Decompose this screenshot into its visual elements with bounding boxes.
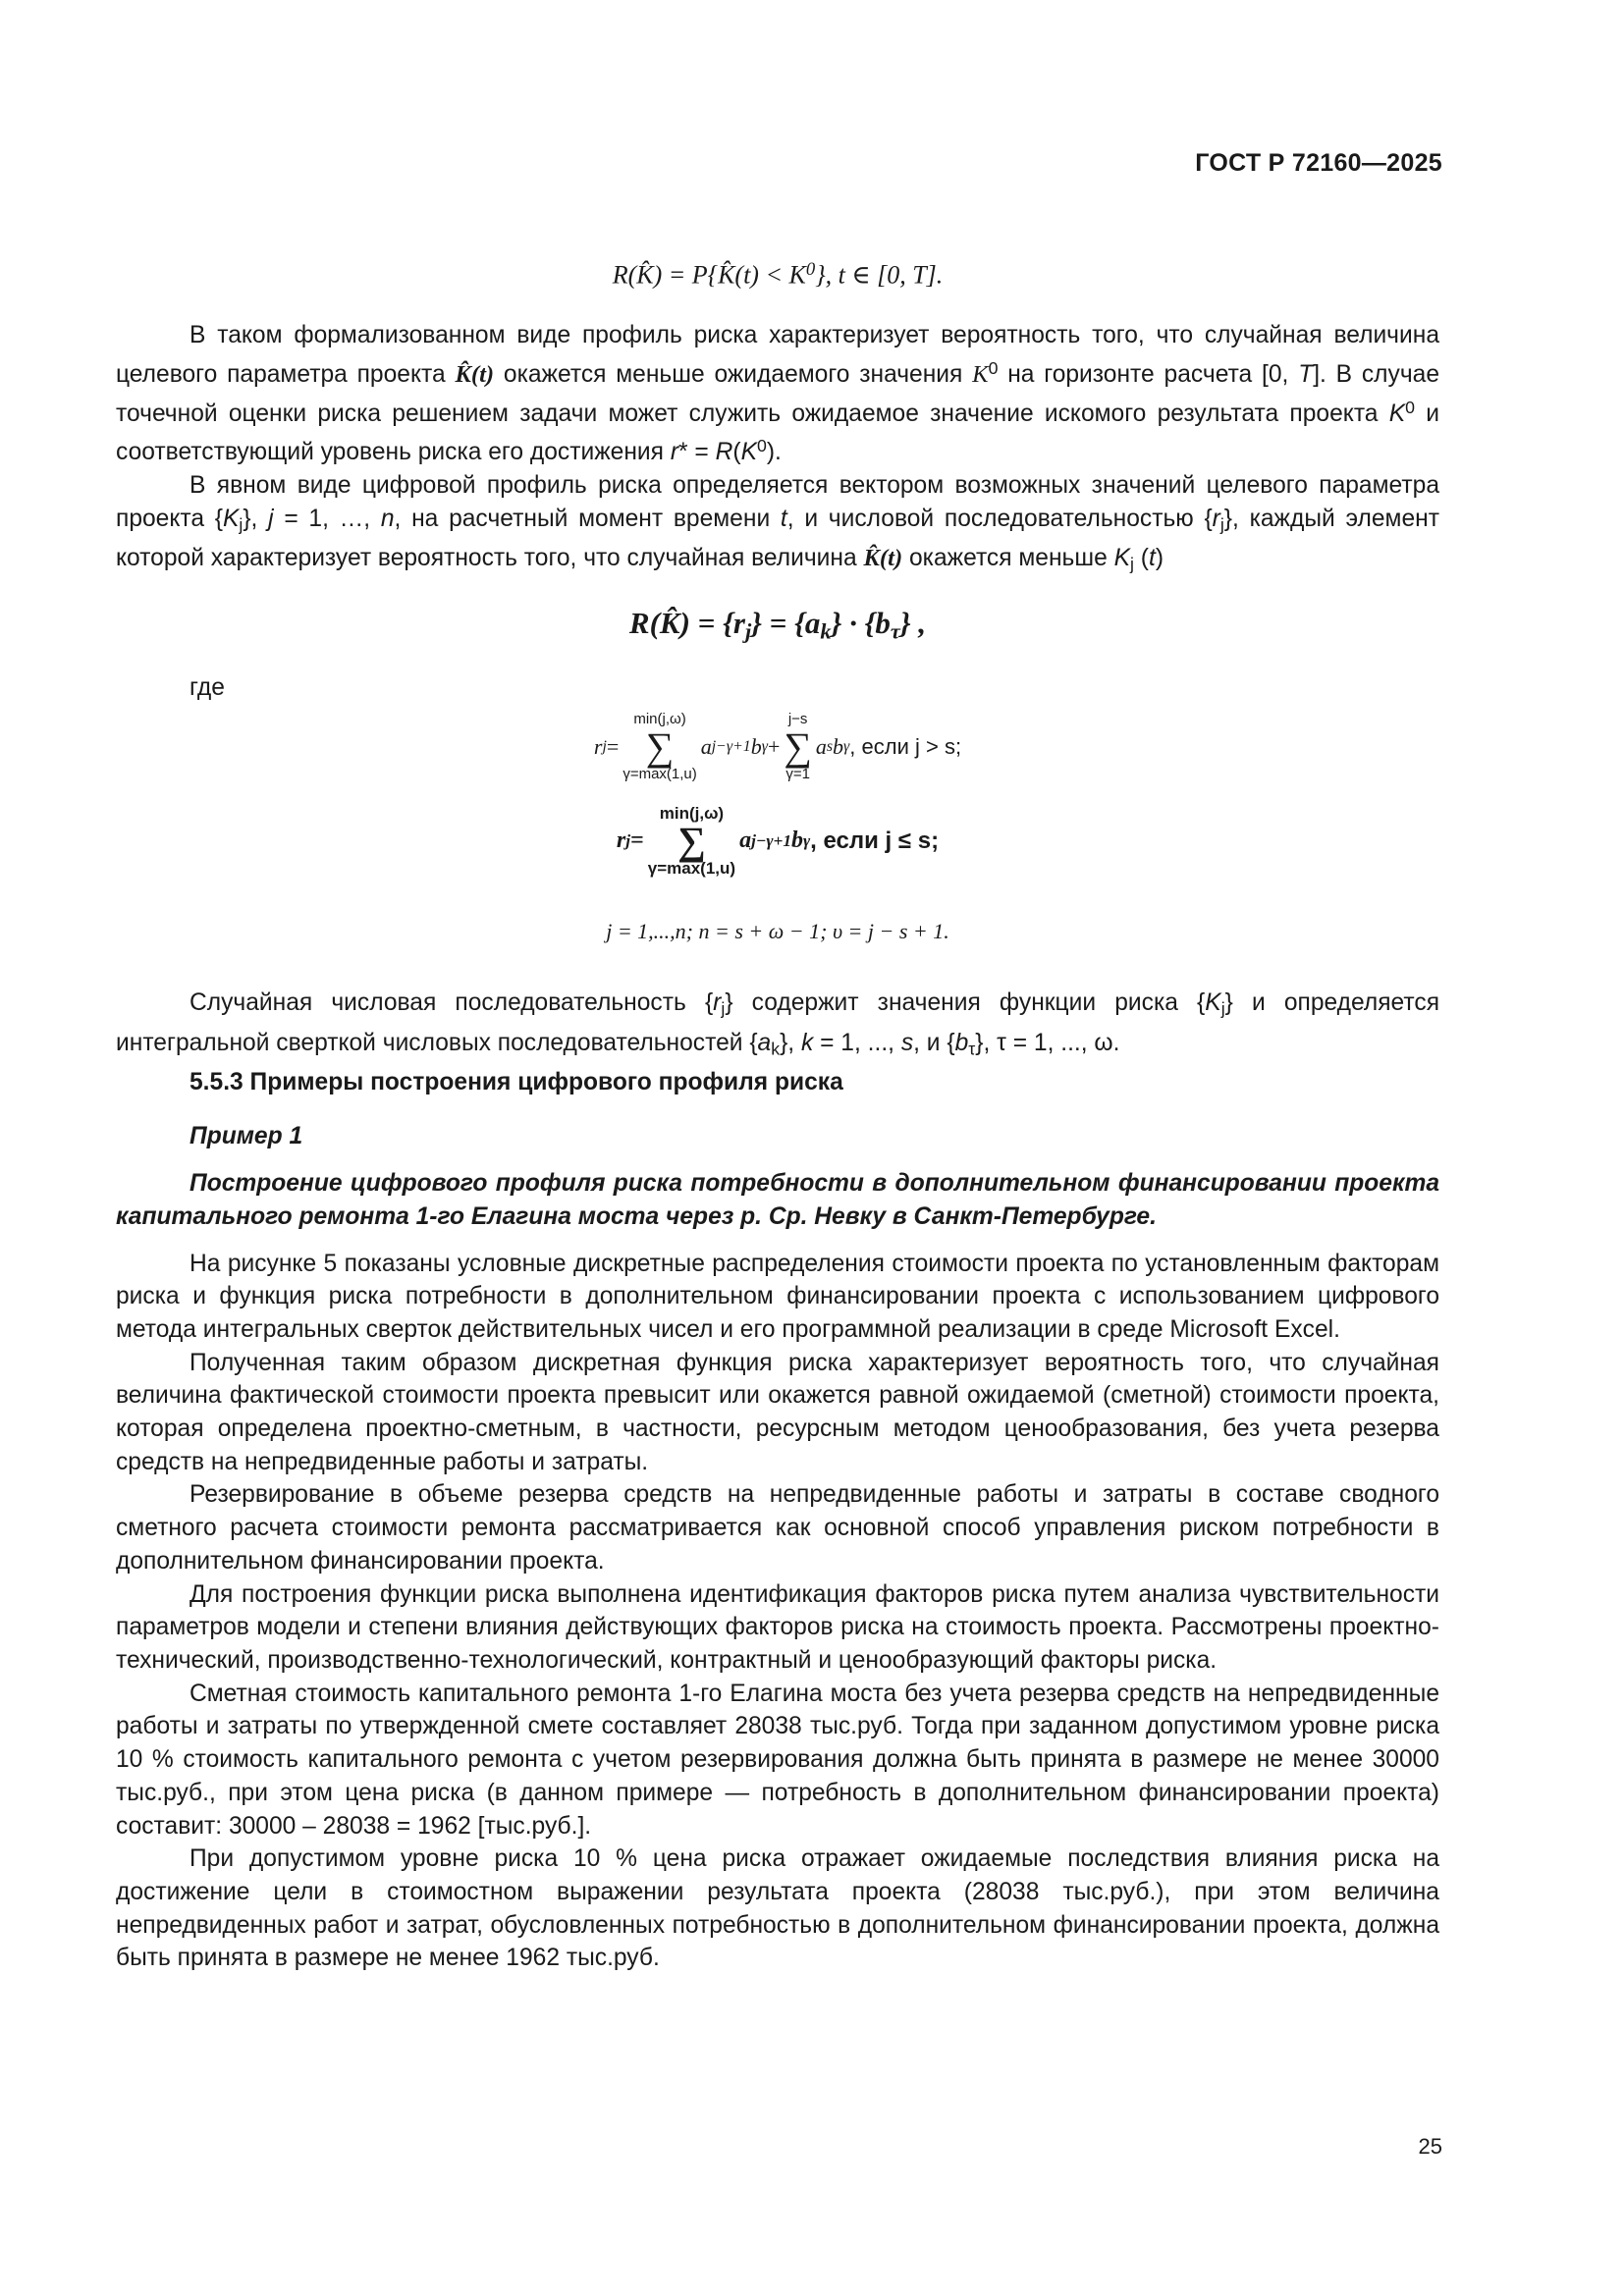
page-number: 25 (1418, 2134, 1442, 2159)
section-heading: 5.5.3 Примеры построения цифрового профиля риска (189, 1068, 843, 1095)
formula-risk-profile-definition: R(K̂) = P{K̂(t) < $K^0$}, t ∈ [0, T]. (612, 259, 944, 290)
body-paragraph: Полученная таким образом дискретная функция риска характеризует вероятность того, что случайная величина фактической стоимости проекта превысит или окажется равной ожидаемой (сметной) стоимости проекта, которая определена проектно-сметным, в частности, ресурсным методом ценообразования, без учета резерва средств на непредвиденные работы и затраты. (116, 1349, 1439, 1475)
formula-r-j-case-less-equal: r j = min(j,ω) ∑ γ=max(1,u) a j−γ+1 b γ , если j ≤ s; (616, 803, 940, 878)
example-label: Пример 1 (189, 1123, 303, 1150)
paragraph-explicit-view: В явном виде цифровой профиль риска определяется вектором возможных значений целевого параметра проекта $\{K_j\}$, j = 1, …, n, на расчетный момент времени t, и числовой последовательностью $\{r_j\}$, каждый элемент которой характеризует вероятность того, что случайная величина K̂(t) окажется меньше $K_j$ (t) (116, 471, 1439, 574)
formula-index-definitions: j = 1,...,n; n = s + ω − 1; υ = j − s + 1. (606, 918, 949, 943)
body-paragraph: Резервирование в объеме резерва средств на непредвиденные работы и затраты в составе сводного сметного расчета стоимости ремонта рассматривается как основной способ управления риском потребности в дополнительном финансировании проекта. (116, 1481, 1439, 1575)
summation-sign-2: j−s ∑ γ=1 (784, 710, 812, 782)
body-paragraph: При допустимом уровне риска 10 % цена риска отражает ожидаемые последствия влияния риска на достижение цели в стоимостном выражении результата проекта (28038 тыс.руб.), при этом величина непредвиденных работ и затрат, обусловленных потребностью в дополнительном финансировании проекта, должна быть принята в размере не менее 1962 тыс.руб. (116, 1845, 1439, 1972)
paragraph-random-sequence: Случайная числовая последовательность $\{r_j\}$ содержит значения функции риска $\{K_j\}$ и определяется интегральной сверткой числовых последовательностей $\{a_k\}$, k = 1, ..., s, и $\{b_\tau\}$, τ = 1, ..., ω. (116, 989, 1440, 1059)
summation-sign-3: min(j,ω) ∑ γ=max(1,u) (647, 803, 736, 878)
formula-risk-convolution: R(K̂) = $\{r_j\} = \{a_k\} \cdot \{b_\tau\}$ , (628, 605, 927, 644)
example-title: Построение цифрового профиля риска потребности в дополнительном финансировании проекта капитального ремонта 1-го Елагина моста через р. Ср. Невку в Санкт-Петербурге. (116, 1170, 1439, 1230)
summation-sign-1: min(j,ω) ∑ γ=max(1,u) (623, 710, 697, 782)
body-paragraph: На рисунке 5 показаны условные дискретные распределения стоимости проекта по установленным факторам риска и функция риска потребности в дополнительном финансировании проекта с использованием цифрового метода интегральных сверток действительных чисел и его программной реализации в среде Microsoft Excel. (116, 1250, 1439, 1343)
body-paragraph: Для построения функции риска выполнена идентификация факторов риска путем анализа чувствительности параметров модели и степени влияния действующих факторов риска на стоимость проекта. Рассмотрены проектно-технический, производственно-технологический, контрактный и ценообразующий факторы риска. (116, 1580, 1439, 1674)
page-content (116, 236, 1439, 1975)
formula-r-j-case-greater: r j = min(j,ω) ∑ γ=max(1,u) a j−γ+1 b γ + j−s ∑ γ=1 a s b γ , если j > s; (593, 710, 962, 782)
paragraph-formalized-view: В таком формализованном виде профиль риска характеризует вероятность того, что случайная величина целевого параметра проекта K̂(t) окажется меньше ожидаемого значения $K^0$ на горизонте расчета [0, T]. В случае точечной оценки риска решением задачи может служить ожидаемое значение искомого результата проекта $K^0$ и соответствующий уровень риска его достижения $r* = R(K^0)$. (116, 322, 1439, 466)
body-paragraph: Сметная стоимость капитального ремонта 1-го Елагина моста без учета резерва средств на непредвиденные работы и затраты по утвержденной смете составляет 28038 тыс.руб. Тогда при заданном допустимом уровне риска 10 % стоимость капитального ремонта с учетом резервирования должна быть принята в размере не менее 30000 тыс.руб., при этом цена риска (в данном примере — потребность в дополнительном финансировании проекта) составит: 30000 – 28038 = 1962 [тыс.руб.]. (116, 1680, 1439, 1840)
document-header: ГОСТ Р 72160—2025 (1195, 149, 1442, 177)
where-label: где (189, 674, 225, 702)
